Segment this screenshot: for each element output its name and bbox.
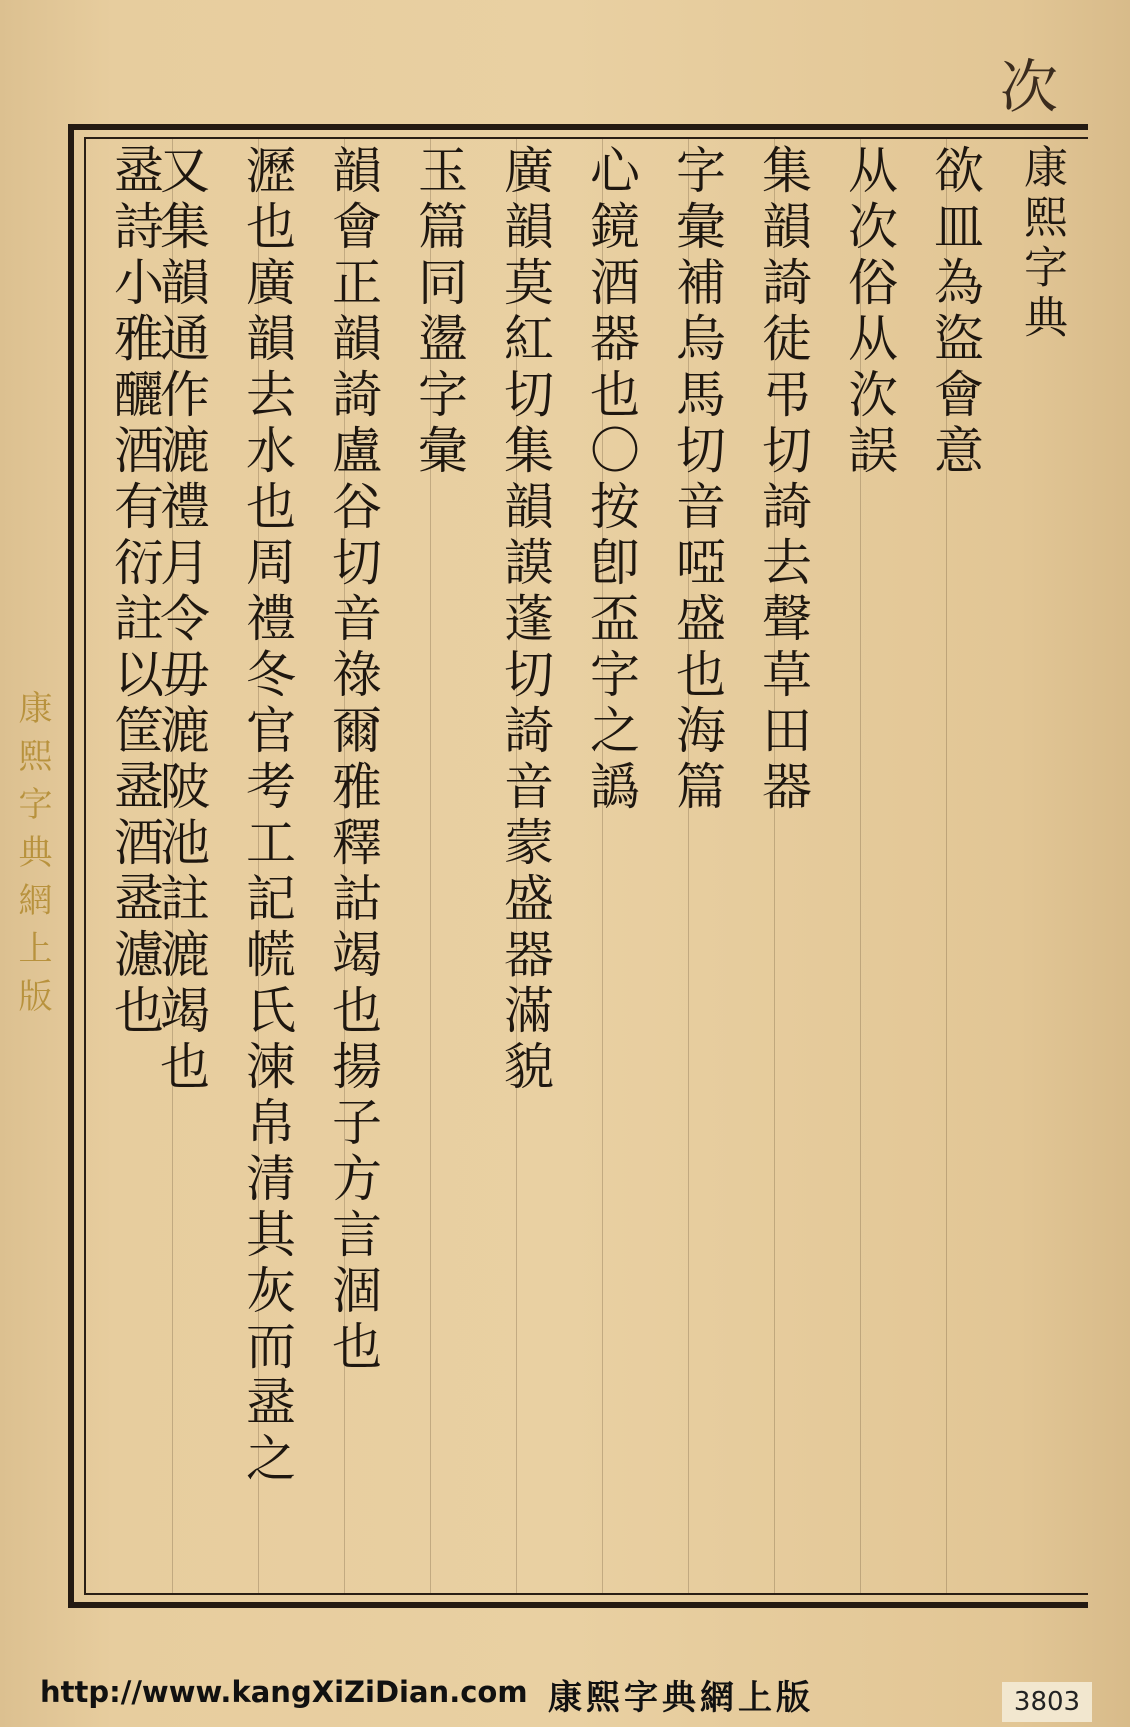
margin-note: 次	[1000, 53, 1059, 121]
text-column-2: 欲皿為盜會意	[926, 144, 984, 480]
page-number: 3803	[1002, 1682, 1092, 1722]
text-column-8: 玉篇同盪字彙	[410, 144, 468, 480]
side-title: 康熙字典網上版	[12, 690, 52, 1026]
text-column-11: 又集韻通作漉禮月令毋漉陂池註漉竭也	[152, 144, 210, 1096]
text-column-9: 韻會正韻䛴盧谷切音祿爾雅釋詁竭也揚子方言涸也	[324, 144, 382, 1376]
text-column-12: 盝詩小雅釃酒有衍註以筐盝酒盝濾也	[106, 144, 164, 1040]
text-column-10: 瀝也廣韻去水也周禮冬官考工記㡛氏湅帛清其灰而盝之	[238, 144, 296, 1488]
text-column-7: 廣韻莫紅切集韻謨蓬切䛴音蒙盛器滿貌	[496, 144, 554, 1096]
footer-title: 康熙字典網上版	[548, 1678, 814, 1718]
text-column-6: 心鏡酒器也〇按卽盃字之譌	[582, 144, 640, 816]
text-column-4: 集韻䛴徒弔切䛴去聲草田器	[754, 144, 812, 816]
text-column-3: 从次俗从㳄誤	[840, 144, 898, 480]
text-column-1: 康熙字典	[1016, 144, 1067, 344]
site-url-link[interactable]: http://www.kangXiZiDian.com	[40, 1675, 528, 1709]
text-column-5: 字彙補烏馬切音啞盛也海篇	[668, 144, 726, 816]
